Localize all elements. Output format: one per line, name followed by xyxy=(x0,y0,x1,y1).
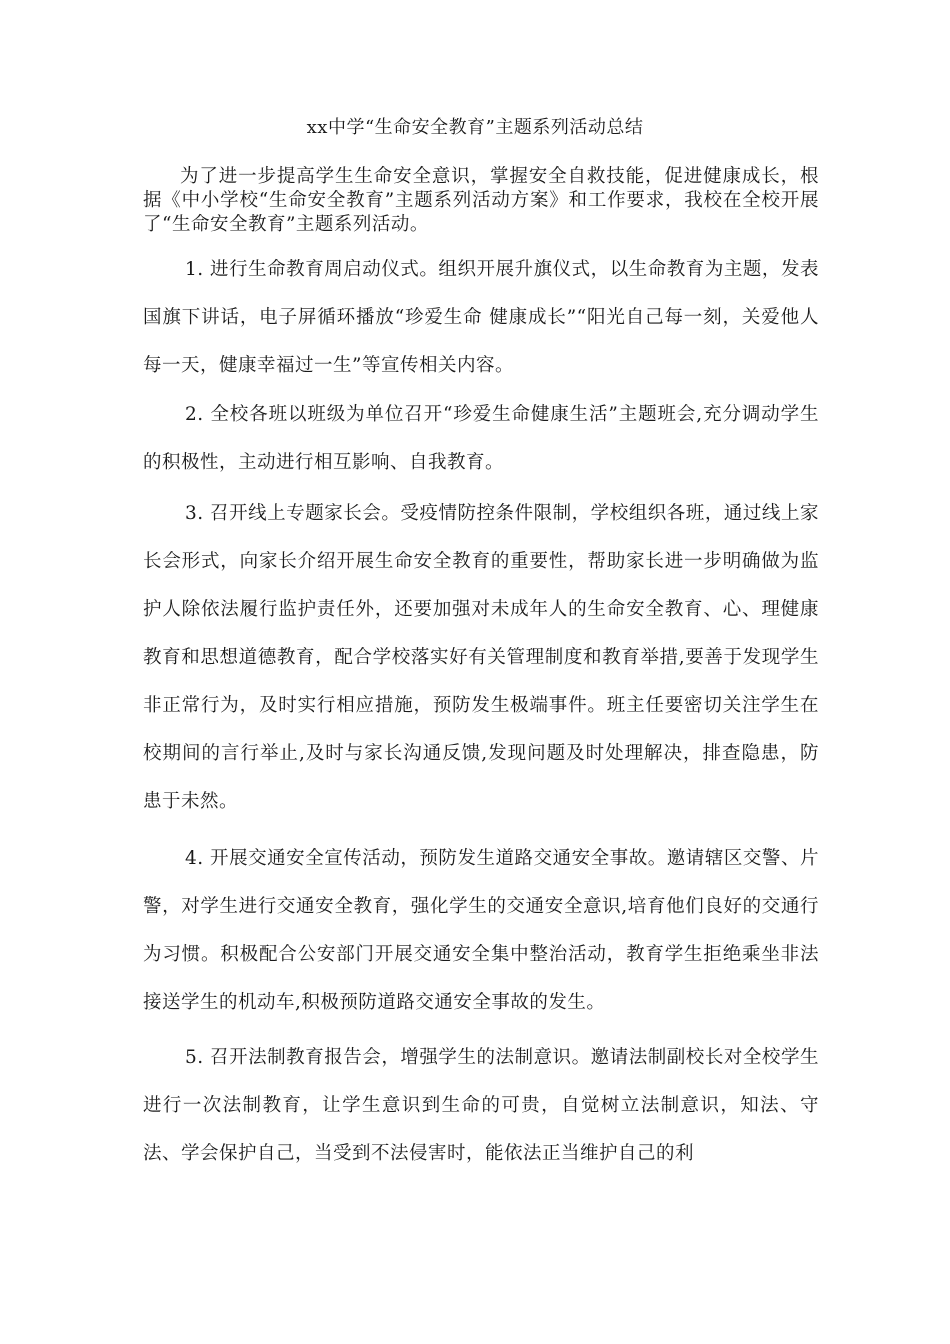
activity-item-3: 3. 召开线上专题家长会。受疫情防控条件限制，学校组织各班，通过线上家长会形式，向家长介绍开展生命安全教育的重要性，帮助家长进一步明确做为监护人除依法履行监护责任外，还要加强对未成年人的生命安全教育、心、理健康教育和思想道德教育，配合学校落实好有关管理制度和教育举措,要善于发现学生非正常行为，及时实行相应措施，预防发生极端事件。班主任要密切关注学生在校期间的言行举止,及时与家长沟通反馈,发现问题及时处理解决，排查隐患，防患于未然。 xyxy=(143,503,819,812)
document-title: xx中学“生命安全教育”主题系列活动总结 xyxy=(306,117,644,138)
activity-item-4: 4. 开展交通安全宣传活动，预防发生道路交通安全事故。邀请辖区交警、片警，对学生进行交通安全教育，强化学生的交通安全意识,培育他们良好的交通行为习惯。积极配合公安部门开展交通安全集中整治活动，教育学生拒绝乘坐非法接送学生的机动车,积极预防道路交通安全事故的发生。 xyxy=(143,848,819,1013)
activity-item-5: 5. 召开法制教育报告会，增强学生的法制意识。邀请法制副校长对全校学生进行一次法制教育，让学生意识到生命的可贵，自觉树立法制意识，知法、守法、学会保护自己，当受到不法侵害时，能依法正当维护自己的利 xyxy=(143,1047,819,1164)
intro-paragraph: 为了进一步提高学生生命安全意识，掌握安全自救技能，促进健康成长，根据《中小学校“生命安全教育”主题系列活动方案》和工作要求，我校在全校开展了“生命安全教育”主题系列活动。 xyxy=(143,166,819,235)
activity-item-2: 2. 全校各班以班级为单位召开“珍爱生命健康生活”主题班会,充分调动学生的积极性，主动进行相互影响、自我教育。 xyxy=(143,404,819,473)
activity-item-1: 1. 进行生命教育周启动仪式。组织开展升旗仪式，以生命教育为主题，发表国旗下讲话，电子屏循环播放“珍爱生命 健康成长”“阳光自己每一刻，关爱他人每一天，健康幸福过一生”等宣传相关内容。 xyxy=(143,259,819,376)
